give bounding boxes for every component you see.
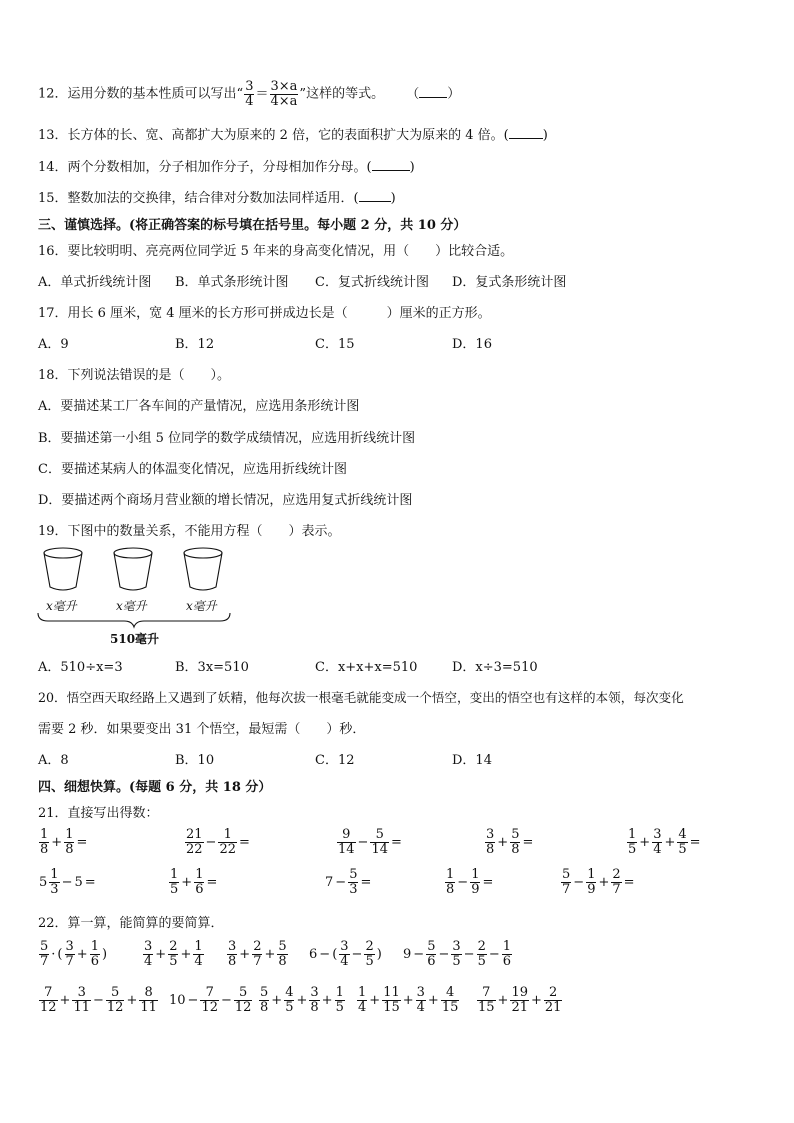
question-13: 13．长方体的长、宽、高都扩大为原来的 2 倍，它的表面积扩大为原来的 4 倍。( ) <box>38 128 548 143</box>
expression: $\frac{9}{14}$ − $\frac{5}{14}$ = <box>338 827 402 857</box>
option-d[interactable]: D．复式条形统计图 <box>452 275 567 290</box>
answer-blank[interactable] <box>419 97 447 98</box>
option-c[interactable]: C．要描述某病人的体温变化情况，应选用折线统计图 <box>38 462 347 477</box>
fraction: $\frac{3\times a}{4\times a}$ <box>270 79 298 109</box>
question-15: 15．整数加法的交换律，结合律对分数加法同样适用．( ) <box>38 191 396 206</box>
expression: $\frac{1}{5}$ + $\frac{1}{6}$ = <box>170 867 218 897</box>
expression: $\frac{5}{7}$ · ( $\frac{3}{7}$ + $\frac{1}{6}$ ) <box>40 939 108 969</box>
question-21: 21．直接写出得数： <box>38 806 159 821</box>
fraction: $\frac{3}{4}$ <box>245 79 254 109</box>
expression: $\frac{7}{15}$ + $\frac{19}{21}$ + $\frac{2}{21}$ <box>478 985 562 1015</box>
expression: 5 $\frac{1}{3}$ − 5 = <box>39 867 96 897</box>
total-brace <box>38 613 230 627</box>
expression: 9 − $\frac{5}{6}$ − $\frac{3}{5}$ − $\frac{2}{5}$ − $\frac{1}{6}$ <box>403 939 512 969</box>
option-c[interactable]: C．15 <box>315 337 355 352</box>
expression: $\frac{3}{8}$ + $\frac{5}{8}$ = <box>486 827 534 857</box>
cup-icon <box>184 548 222 590</box>
option-d[interactable]: D．14 <box>452 753 492 768</box>
question-12: 12．运用分数的基本性质可以写出“ $\frac{3}{4}$ ＝ $\frac{3\times a}{4\times a}$ ”这样的等式。 （ ） <box>38 79 461 109</box>
option-a[interactable]: A．8 <box>38 753 69 768</box>
expression: $\frac{3}{8}$ + $\frac{2}{7}$ + $\frac{5}{8}$ <box>228 939 287 969</box>
answer-blank[interactable] <box>509 138 543 139</box>
expression: $\frac{21}{22}$ − $\frac{1}{22}$ = <box>186 827 250 857</box>
cup-label: x毫升 <box>186 599 217 613</box>
option-c[interactable]: C．x+x+x=510 <box>315 660 418 675</box>
option-c[interactable]: C．12 <box>315 753 355 768</box>
option-b[interactable]: B．单式条形统计图 <box>175 275 289 290</box>
answer-blank[interactable] <box>372 170 410 171</box>
expression: $\frac{1}{8}$ + $\frac{1}{8}$ = <box>40 827 88 857</box>
question-14: 14．两个分数相加，分子相加作分子，分母相加作分母。( ) <box>38 160 415 175</box>
option-d[interactable]: D．要描述两个商场月营业额的增长情况，应选用复式折线统计图 <box>38 493 413 508</box>
expression: $\frac{5}{8}$ + $\frac{4}{5}$ + $\frac{3}{8}$ + $\frac{1}{5}$ <box>260 985 344 1015</box>
expression: $\frac{5}{7}$ − $\frac{1}{9}$ + $\frac{2}{7}$ = <box>562 867 635 897</box>
expression: 7 − $\frac{5}{3}$ = <box>325 867 372 897</box>
expression: 6 − ( $\frac{3}{4}$ − $\frac{2}{5}$ ) <box>309 939 382 969</box>
cup-label: x毫升 <box>116 599 147 613</box>
expression: $\frac{1}{8}$ − $\frac{1}{9}$ = <box>446 867 494 897</box>
cup-label: x毫升 <box>46 599 77 613</box>
question-16: 16．要比较明明、亮亮两位同学近 5 年来的身高变化情况，用（ ）比较合适。 <box>38 244 514 259</box>
question-20-line-2: 需要 2 秒．如果要变出 31 个悟空，最短需（ ）秒． <box>38 722 366 737</box>
answer-blank[interactable] <box>359 201 391 202</box>
question-20-line-1: 20．悟空西天取经路上又遇到了妖精，他每次拔一根毫毛就能变成一个悟空，变出的悟空也有这样的本领，每次变化 <box>38 690 684 705</box>
section-3-heading: 三、谨慎选择。(将正确答案的标号填在括号里。每小题 2 分，共 10 分） <box>38 218 467 233</box>
cup-icon <box>44 548 82 590</box>
expression: 10 − $\frac{7}{12}$ − $\frac{5}{12}$ <box>169 985 252 1015</box>
option-b[interactable]: B．10 <box>175 753 215 768</box>
option-b[interactable]: B．12 <box>175 337 215 352</box>
option-b[interactable]: B．要描述第一小组 5 位同学的数学成绩情况，应选用折线统计图 <box>38 431 416 446</box>
expression: $\frac{7}{12}$ + $\frac{3}{11}$ − $\frac{5}{12}$ + $\frac{8}{11}$ <box>40 985 157 1015</box>
question-22: 22．算一算，能简算的要简算． <box>38 916 224 931</box>
cup-icon <box>114 548 152 590</box>
expression: $\frac{3}{4}$ + $\frac{2}{5}$ + $\frac{1}{4}$ <box>144 939 203 969</box>
question-18: 18．下列说法错误的是（ ）。 <box>38 368 231 383</box>
option-d[interactable]: D．16 <box>452 337 492 352</box>
option-a[interactable]: A．单式折线统计图 <box>38 275 152 290</box>
question-19: 19．下图中的数量关系，不能用方程（ ）表示。 <box>38 524 341 539</box>
option-a[interactable]: A．9 <box>38 337 69 352</box>
total-label: 510毫升 <box>110 632 160 646</box>
option-d[interactable]: D．x÷3=510 <box>452 660 538 675</box>
option-c[interactable]: C．复式折线统计图 <box>315 275 429 290</box>
option-b[interactable]: B．3x=510 <box>175 660 249 675</box>
section-4-heading: 四、细想快算。(每题 6 分，共 18 分） <box>38 780 272 795</box>
option-a[interactable]: A．510÷x=3 <box>38 660 123 675</box>
expression: $\frac{1}{4}$ + $\frac{11}{15}$ + $\frac{3}{4}$ + $\frac{4}{15}$ <box>358 985 459 1015</box>
option-a[interactable]: A．要描述某工厂各车间的产量情况，应选用条形统计图 <box>38 399 360 414</box>
question-17: 17．用长 6 厘米，宽 4 厘米的长方形可拼成边长是（ ）厘米的正方形。 <box>38 306 491 321</box>
expression: $\frac{1}{5}$ + $\frac{3}{4}$ + $\frac{4}{5}$ = <box>628 827 701 857</box>
